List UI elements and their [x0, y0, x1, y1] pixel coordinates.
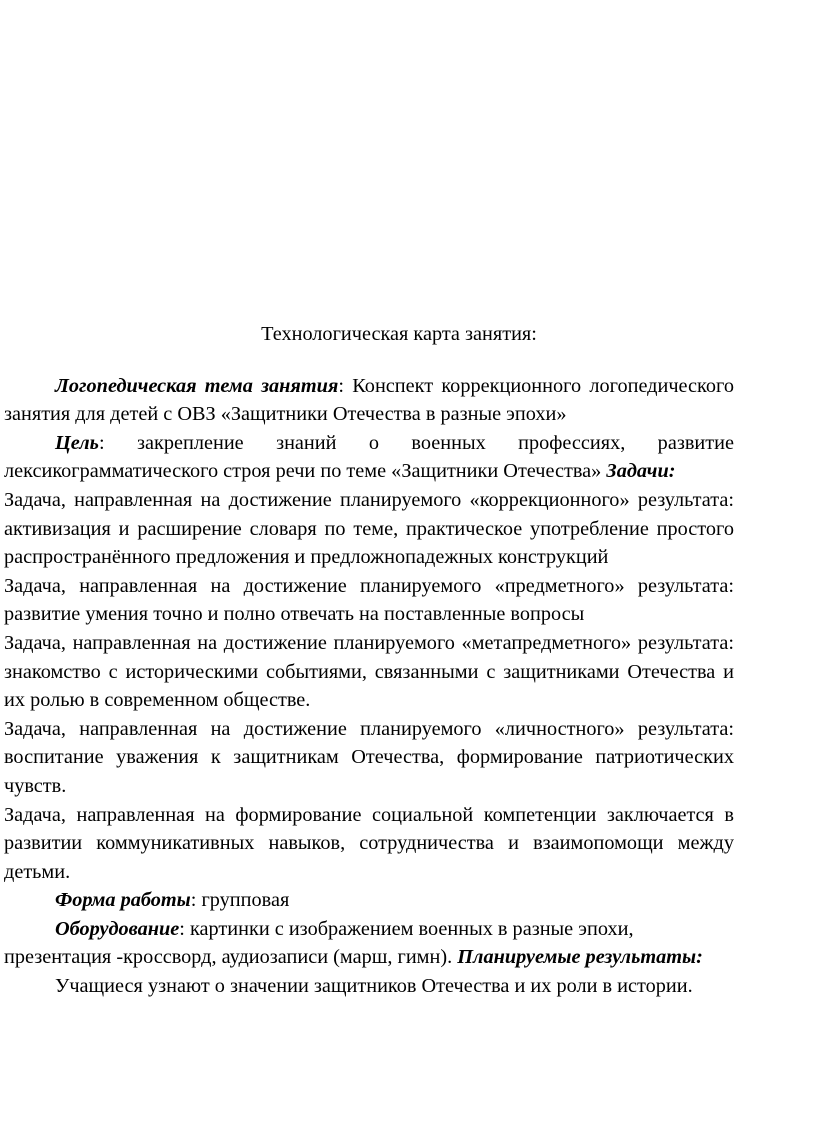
- form-separator: :: [190, 889, 202, 912]
- equipment-separator: :: [179, 917, 190, 940]
- task-paragraph: Задача, направленная на достижение планируемого «личностного» результата: воспитание уважения к защитникам Отечества, формирование патриотических чувств.: [4, 717, 734, 797]
- equipment-paragraph: [4, 915, 734, 972]
- task-paragraph: Задача, направленная на достижение планируемого «предметного» результата: развитие умения точно и полно отвечать на поставленные вопросы: [4, 574, 734, 626]
- form-paragraph: [4, 886, 734, 915]
- tasks-label: Задачи:: [606, 460, 676, 483]
- topic-label: Логопедическая тема занятия: [55, 374, 339, 397]
- form-label: Форма работы: [55, 889, 191, 912]
- results-label: Планируемые результаты:: [457, 946, 703, 969]
- goal-separator: :: [98, 431, 137, 454]
- task-paragraph: Задача, направленная на достижение планируемого «метапредметного» результата: знакомство с историческими событиями, связанными с защитниками Отечества и их ролью в современном обществе.: [4, 631, 734, 712]
- form-text: групповая: [201, 889, 290, 912]
- page-title: Технологическая карта занятия:: [261, 323, 537, 345]
- equipment-label: Оборудование: [55, 917, 180, 940]
- task-paragraph: Задача, направленная на достижение планируемого «коррекционного» результата: активизация и расширение словаря по теме, практическое употребление простого распространённого предложения и предложнопадежных конструкций: [4, 488, 734, 569]
- equipment-text: картинки с изображением военных в разные эпохи, презентация -кроссворд, аудиозаписи (марш, гимн).: [4, 917, 634, 969]
- task-paragraph: Задача, направленная на формирование социальной компетенции заключается в развитии коммуникативных навыков, сотрудничества и взаимопомощи между детьми.: [4, 803, 734, 883]
- results-paragraph: Учащиеся узнают о значении защитников Отечества и их роли в истории.: [55, 975, 693, 998]
- topic-separator: :: [338, 374, 353, 397]
- document-page: [0, 320, 816, 1001]
- goal-label: Цель: [55, 431, 99, 454]
- goal-text: закрепление знаний о военных профессиях, развитие лексикограмматического строя речи по теме «Защитники Отечества»: [4, 431, 734, 483]
- topic-paragraph: [4, 372, 734, 429]
- topic-text: Конспект коррекционного логопедического занятия для детей с ОВЗ «Защитники Отечества в разные эпохи»: [4, 374, 734, 426]
- goal-paragraph: [4, 429, 734, 486]
